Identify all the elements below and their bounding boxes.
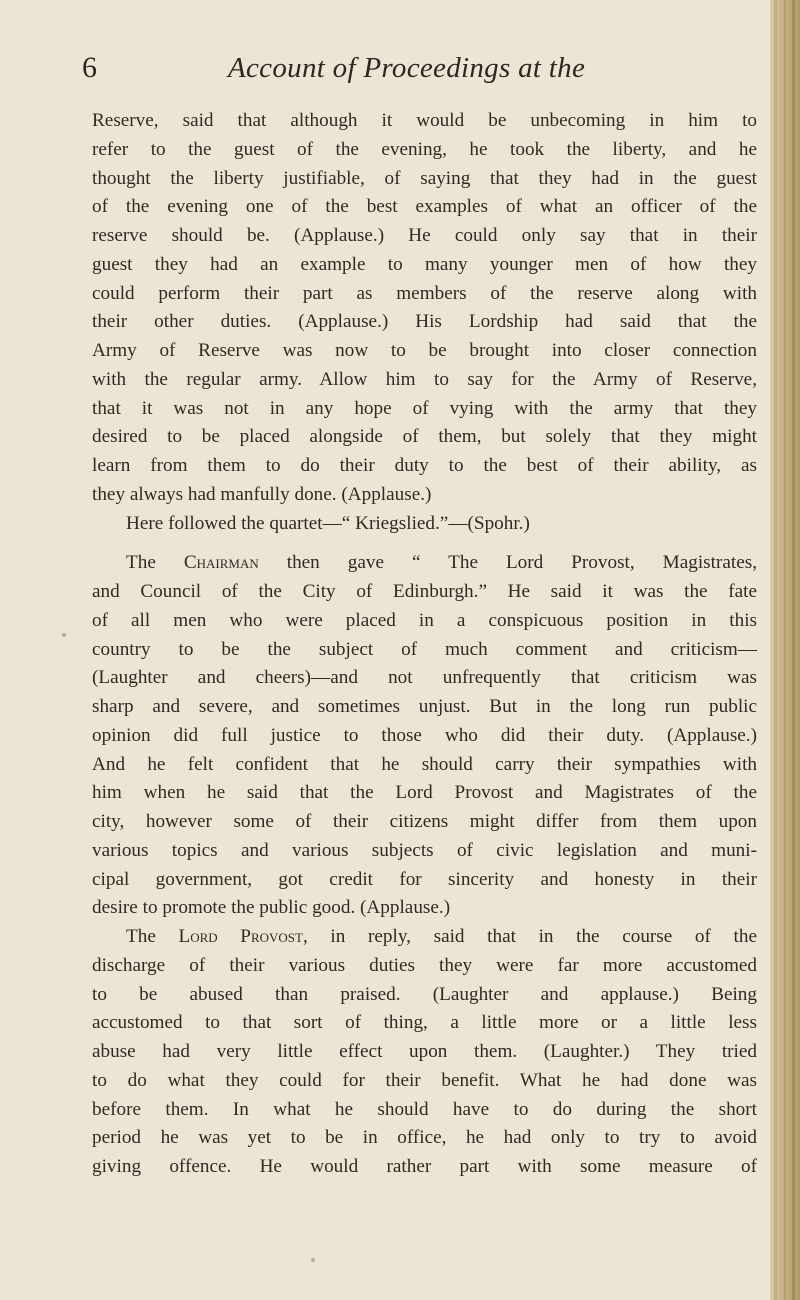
text-line: (Laughter and cheers)—and not unfrequently that criticism was bbox=[92, 667, 757, 689]
speaker-name: Lord Provost bbox=[178, 926, 303, 947]
text-line: period he was yet to be in office, he had only to try to avoid bbox=[92, 1127, 757, 1149]
text-line: refer to the guest of the evening, he took the liberty, and he bbox=[92, 138, 757, 160]
text-line: country to be the subject of much comment and criticism— bbox=[92, 638, 757, 660]
text-line: abuse had very little effect upon them. (Laughter.) They tried bbox=[92, 1041, 757, 1062]
text-line: they always had manfully done. (Applause.) bbox=[92, 483, 432, 505]
text-line: guest they had an example to many younger men of how they bbox=[92, 253, 757, 275]
text-line: desire to promote the public good. (Applause.) bbox=[92, 897, 451, 919]
speaker-name: Chairman bbox=[183, 552, 259, 574]
text-line: discharge of their various duties they were far more accustomed bbox=[92, 954, 757, 976]
running-head: Account of Proceedings at the bbox=[228, 52, 586, 84]
text-line: cipal government, got credit for sincerity and honesty in their bbox=[92, 868, 757, 890]
text-line: their other duties. (Applause.) His Lordship had said that the bbox=[92, 311, 757, 333]
text-line: thought the liberty justifiable, of saying that they had in the guest bbox=[92, 167, 757, 189]
text-line: with the regular army. Allow him to say for the Army of Reserve, bbox=[92, 368, 757, 390]
text-line bbox=[92, 923, 757, 952]
page-number: 6 bbox=[82, 51, 97, 84]
text-line: giving offence. He would rather part with some measure of bbox=[92, 1156, 757, 1177]
text-line: and Council of the City of Edinburgh.” He said it was the fate bbox=[92, 581, 757, 602]
text-line: reserve should be. (Applause.) He could only say that in their bbox=[92, 225, 757, 246]
text-line bbox=[92, 549, 757, 578]
text-line: learn from them to do their duty to the best of their ability, as bbox=[92, 455, 757, 476]
text-line: desired to be placed alongside of them, but solely that they might bbox=[92, 426, 757, 448]
text-line: him when he said that the Lord Provost and Magistrates of the bbox=[92, 782, 757, 804]
text-line: Reserve, said that although it would be unbecoming in him to bbox=[92, 110, 757, 131]
text-run: then gave “ The Lord Provost, Magistrates, bbox=[258, 552, 757, 574]
text-line: accustomed to that sort of thing, a little more or a little less bbox=[92, 1012, 757, 1034]
text-run: The bbox=[126, 552, 184, 574]
text-run: The bbox=[126, 926, 179, 947]
text-run: , in reply, said that in the course of the bbox=[302, 926, 757, 947]
text-line: city, however some of their citizens might differ from them upon bbox=[92, 811, 757, 832]
text-line: Army of Reserve was now to be brought into closer connection bbox=[92, 340, 757, 361]
text-line: various topics and various subjects of civic legislation and muni- bbox=[92, 839, 757, 861]
text-line: to do what they could for their benefit. What he had done was bbox=[92, 1069, 757, 1091]
text-line: of the evening one of the best examples of what an officer of the bbox=[92, 196, 757, 218]
print-speck bbox=[311, 1258, 315, 1262]
print-speck bbox=[62, 633, 66, 637]
text-line: opinion did full justice to those who did their duty. (Applause.) bbox=[92, 724, 757, 746]
text-line: to be abused than praised. (Laughter and applause.) Being bbox=[92, 983, 757, 1005]
text-line: sharp and severe, and sometimes unjust. But in the long run public bbox=[92, 696, 757, 717]
page-edge-texture bbox=[770, 0, 800, 1300]
text-line: of all men who were placed in a conspicuous position in this bbox=[92, 609, 757, 631]
page-header bbox=[82, 48, 762, 96]
text-line: And he felt confident that he should carry their sympathies with bbox=[92, 753, 757, 775]
text-line: could perform their part as members of the reserve along with bbox=[92, 282, 757, 304]
page-body-text bbox=[92, 107, 757, 1182]
text-line: before them. In what he should have to do during the short bbox=[92, 1098, 757, 1120]
text-line: Here followed the quartet—“ Kriegslied.”—(Spohr.) bbox=[126, 512, 530, 534]
text-line: that it was not in any hope of vying with the army that they bbox=[92, 397, 757, 419]
paragraph-gap bbox=[92, 538, 757, 549]
